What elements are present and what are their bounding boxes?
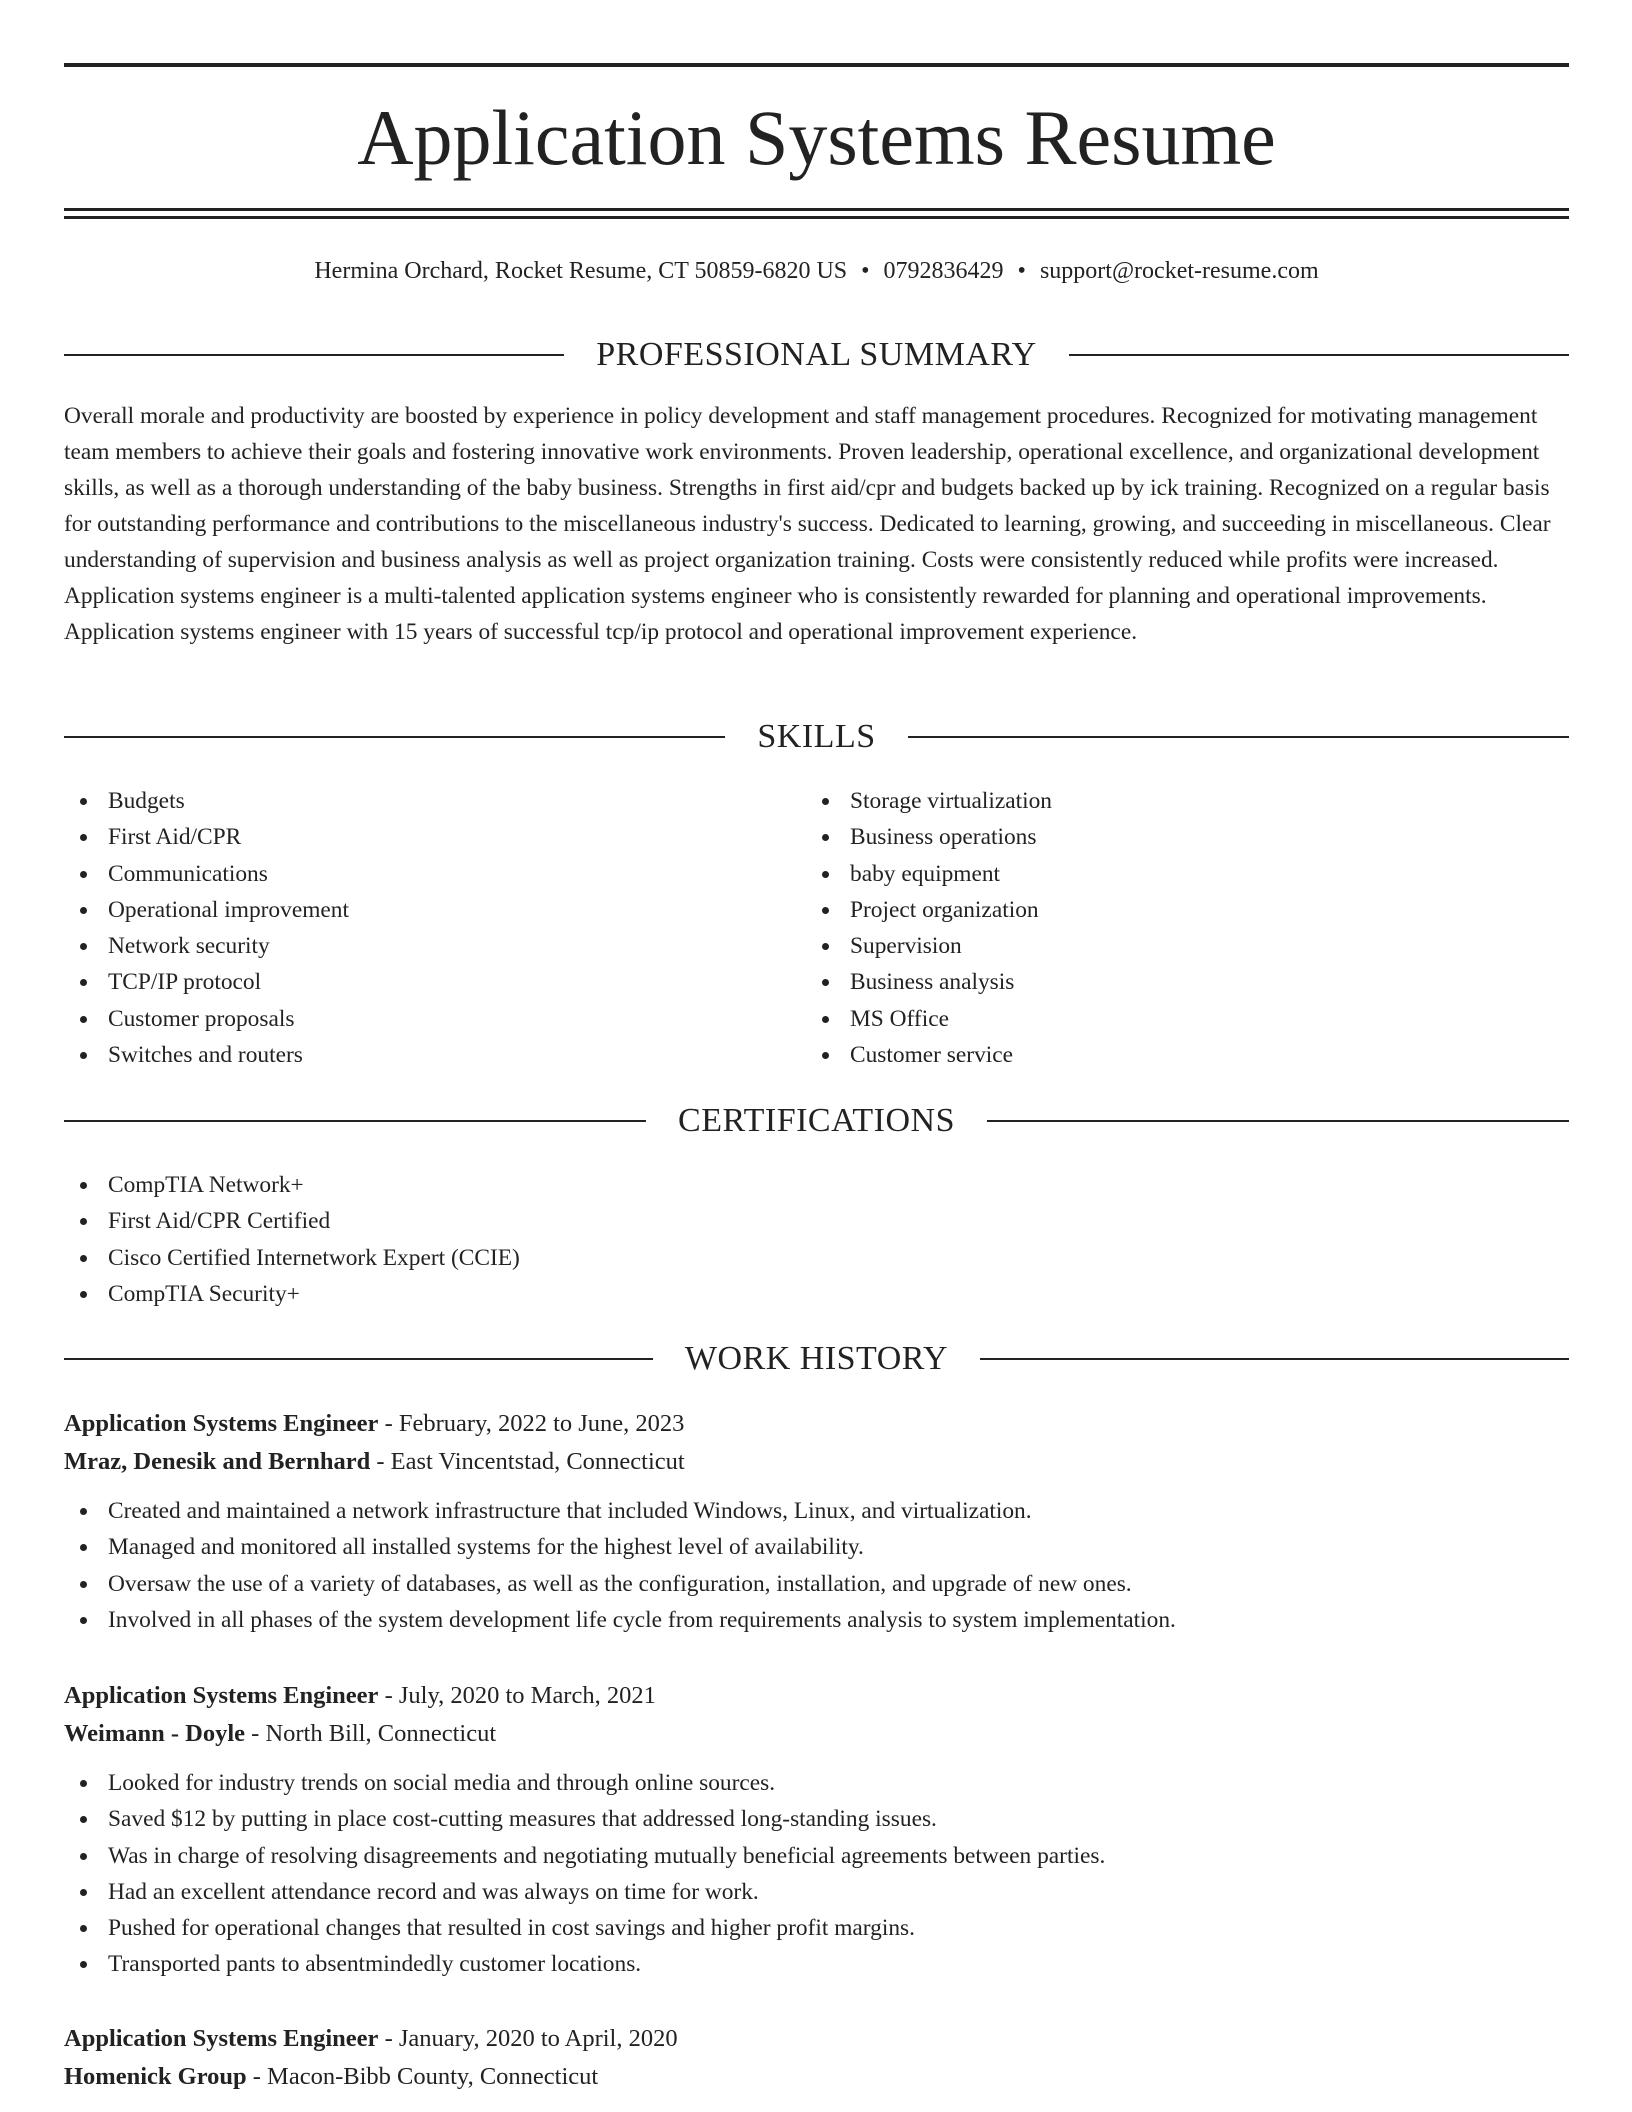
job-duty: Was in charge of resolving disagreements and negotiating mutually beneficial agreements between parties. — [64, 1838, 1569, 1874]
skill-item: Switches and routers — [64, 1037, 804, 1073]
certifications-list — [64, 1167, 1569, 1312]
job-dates: - February, 2022 to June, 2023 — [378, 1410, 685, 1437]
section-divider — [64, 1358, 653, 1360]
skill-item: Network security — [64, 928, 804, 964]
job-duty: Involved in all phases of the system development life cycle from requirements analysis to system implementation. — [64, 1602, 1569, 1638]
section-divider — [987, 1120, 1569, 1122]
job-duties-list — [64, 1493, 1569, 1638]
job-company-line — [64, 1443, 1569, 1481]
skill-item: Project organization — [806, 892, 1546, 928]
skill-item: TCP/IP protocol — [64, 964, 804, 1000]
job-duty: Looked for industry trends on social media and through online sources. — [64, 1765, 1569, 1801]
summary-paragraph: Overall morale and productivity are boosted by experience in policy development and staff management procedures. Recognized for motivating management team members to achieve their goals and fostering innovative work environments. Proven leadership, operational excellence, and organizational development skills, as well as a thorough understanding of the baby business. Strengths in first aid/cpr and budgets backed up by ick training. Recognized on a regular basis for outstanding performance and contributions to the miscellaneous industry's success. Dedicated to learning, growing, and succeeding in miscellaneous. Clear understanding of supervision and business analysis as well as project organization training. Costs were consistently reduced while profits were increased. Application systems engineer is a multi-talented application systems engineer who is consistently rewarded for planning and operational improvements. Application systems engineer with 15 years of successful tcp/ip protocol and operational improvement experience. — [64, 403, 1551, 645]
job-company-line — [64, 2058, 1569, 2096]
job-title-line — [64, 1405, 1569, 1443]
job-entry — [64, 1405, 1569, 1638]
skill-item: Business analysis — [806, 964, 1546, 1000]
section-divider — [1069, 354, 1569, 356]
job-location: - North Bill, Connecticut — [245, 1720, 497, 1747]
contact-phone: 0792836429 — [883, 258, 1004, 284]
job-company-line — [64, 1715, 1569, 1753]
job-duty: Oversaw the use of a variety of databases, as well as the configuration, installation, and upgrade of new ones. — [64, 1566, 1569, 1602]
contact-separator: • — [1017, 258, 1026, 284]
job-title: Application Systems Engineer — [64, 2025, 379, 2052]
job-title: Application Systems Engineer — [64, 1682, 379, 1709]
section-title-skills: SKILLS — [757, 718, 876, 755]
section-header-skills — [64, 715, 1569, 759]
section-title-work-history: WORK HISTORY — [684, 1340, 949, 1377]
skills-list-left — [64, 783, 804, 1073]
page-title: Application Systems Resume — [357, 94, 1276, 181]
section-header-work-history — [64, 1337, 1569, 1381]
skill-item: Operational improvement — [64, 892, 804, 928]
job-duty: Saved $12 by putting in place cost-cutting measures that addressed long-standing issues. — [64, 1801, 1569, 1837]
header-bottom-rule-lower — [64, 216, 1569, 219]
section-header-summary — [64, 333, 1569, 377]
job-entry — [64, 1677, 1569, 1983]
section-divider — [64, 1120, 646, 1122]
contact-line — [64, 254, 1569, 288]
skill-item: MS Office — [806, 1001, 1546, 1037]
section-header-certifications — [64, 1099, 1569, 1143]
skill-item: Business operations — [806, 819, 1546, 855]
skill-item: baby equipment — [806, 856, 1546, 892]
certification-item: CompTIA Security+ — [64, 1276, 1569, 1312]
job-duty: Pushed for operational changes that resulted in cost savings and higher profit margins. — [64, 1910, 1569, 1946]
section-divider — [64, 736, 725, 738]
contact-separator: • — [861, 258, 870, 284]
skill-item: Supervision — [806, 928, 1546, 964]
contact-address: Hermina Orchard, Rocket Resume, CT 50859-6820 US — [314, 258, 848, 284]
certification-item: Cisco Certified Internetwork Expert (CCIE) — [64, 1240, 1569, 1276]
job-company: Homenick Group — [64, 2063, 247, 2090]
job-location: - Macon-Bibb County, Connecticut — [246, 2063, 599, 2090]
job-title-line — [64, 2020, 1569, 2058]
header-bottom-rule-upper — [64, 208, 1569, 211]
certification-item: First Aid/CPR Certified — [64, 1203, 1569, 1239]
job-dates: - January, 2020 to April, 2020 — [378, 2025, 678, 2052]
section-divider — [64, 354, 564, 356]
skill-item: First Aid/CPR — [64, 819, 804, 855]
skill-item: Communications — [64, 856, 804, 892]
skill-item: Customer proposals — [64, 1001, 804, 1037]
section-title-summary: PROFESSIONAL SUMMARY — [596, 336, 1037, 373]
job-company: Weimann - Doyle — [64, 1720, 246, 1747]
section-divider — [980, 1358, 1569, 1360]
section-divider — [908, 736, 1569, 738]
header-top-rule — [64, 63, 1569, 67]
job-dates: - July, 2020 to March, 2021 — [378, 1682, 656, 1709]
job-company: Mraz, Denesik and Bernhard — [64, 1448, 371, 1475]
job-duty: Managed and monitored all installed systems for the highest level of availability. — [64, 1529, 1569, 1565]
job-duty: Had an excellent attendance record and was always on time for work. — [64, 1874, 1569, 1910]
section-title-certifications: CERTIFICATIONS — [678, 1102, 955, 1139]
skill-item: Customer service — [806, 1037, 1546, 1073]
skills-list-right — [806, 783, 1546, 1073]
skill-item: Storage virtualization — [806, 783, 1546, 819]
job-entry — [64, 2020, 1569, 2096]
job-duties-list — [64, 1765, 1569, 1983]
skill-item: Budgets — [64, 783, 804, 819]
job-title-line — [64, 1677, 1569, 1715]
job-duty: Created and maintained a network infrastructure that included Windows, Linux, and virtualization. — [64, 1493, 1569, 1529]
job-location: - East Vincentstad, Connecticut — [370, 1448, 685, 1475]
contact-email[interactable]: support@rocket-resume.com — [1039, 258, 1319, 284]
certification-item: CompTIA Network+ — [64, 1167, 1569, 1203]
job-title: Application Systems Engineer — [64, 1410, 379, 1437]
job-duty: Transported pants to absentmindedly customer locations. — [64, 1946, 1569, 1982]
